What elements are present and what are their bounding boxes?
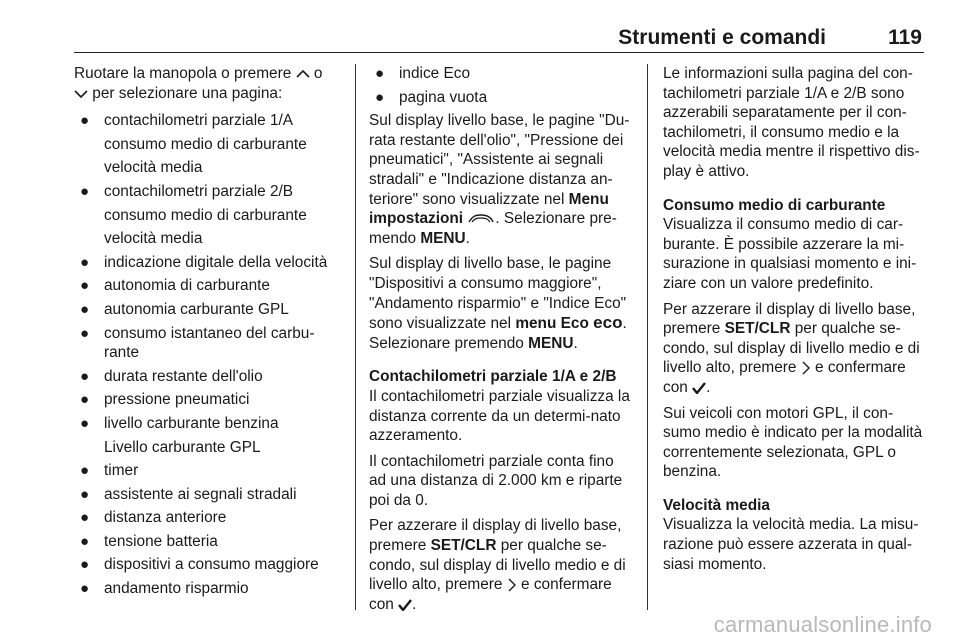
list-item	[74, 485, 346, 505]
list-item	[74, 579, 346, 599]
list-item: ● pagina vuota	[375, 88, 488, 106]
list-item-label: assistente ai segnali stradali	[104, 485, 297, 503]
bullet: ●	[80, 462, 90, 480]
list-item	[74, 367, 346, 387]
list-item-label: pressione pneumatici	[104, 391, 250, 409]
page-list	[74, 111, 346, 598]
list-subitem: velocità media	[104, 230, 203, 248]
bullet: ●	[80, 253, 90, 271]
paragraph: Per azzerare il display di livello base, premere SET/CLR per qualche se-condo, sul display di livello medio e di livello alto, premere e confermare con .	[369, 517, 626, 613]
list-item-label: indicazione digitale della velocità	[104, 253, 328, 271]
bullet: ●	[80, 532, 90, 550]
bullet: ●	[80, 509, 90, 527]
list-item-label: distanza anteriore	[104, 509, 227, 527]
eco-icon: eco	[593, 313, 623, 333]
list-subitem: consumo medio di carburante	[104, 135, 307, 153]
paragraph: Visualizza la velocità media. La misu-razione può essere azzerata in qual-siasi momento.	[663, 516, 919, 573]
list-item-label: timer	[104, 462, 139, 480]
list-item	[74, 532, 346, 552]
list-item-label: durata restante dell'olio	[104, 367, 263, 385]
intro-paragraph: Ruotare la manopola o premere o per selezionare una pagina:	[74, 65, 323, 102]
paragraph: Il contachilometri parziale visualizza la distanza corrente da un determi-nato azzeramento.	[369, 387, 630, 445]
list-item	[74, 324, 346, 363]
list-subitem: Livello carburante GPL	[104, 438, 261, 456]
list-item	[74, 414, 346, 434]
list-item	[74, 508, 346, 528]
column-1	[74, 64, 346, 603]
list-item-label: consumo istantaneo del carbu-rante	[104, 324, 315, 362]
bullet: ●	[80, 391, 90, 409]
list-item-label: tensione batteria	[104, 532, 218, 550]
list-item	[74, 555, 346, 575]
chevron-right-icon	[507, 578, 517, 592]
list-item-label: andamento risparmio	[104, 580, 249, 598]
bullet: ●	[80, 414, 90, 432]
list-item	[74, 461, 346, 481]
chevron-up-icon	[296, 69, 310, 79]
section-heading: Contachilometri parziale 1/A e 2/B	[369, 368, 617, 386]
column-divider	[647, 64, 648, 610]
bullet: ●	[80, 367, 90, 385]
paragraph: Le informazioni sulla pagina del con-tachilometri parziale 1/A e 2/B sono azzerabili separatamente per il con-tachilometri, il consumo medio e la velocità media mentre il rispettivo dis-play è attivo.	[663, 65, 920, 180]
bullet: ●	[80, 182, 90, 200]
checkmark-icon	[398, 599, 412, 611]
column-3	[663, 64, 925, 580]
list-item	[74, 111, 346, 131]
column-2	[369, 64, 635, 620]
paragraph: Sul display livello base, le pagine "Du-rata restante dell'olio", "Pressione dei pneumatici", "Assistente ai segnali stradali" e "Indicazione distanza an-teriore" sono visualizzate nel Menu impostazioni . Selezionare pre-mendo MENU.	[369, 112, 630, 247]
list-subitem: consumo medio di carburante	[104, 206, 307, 224]
list-item-label: contachilometri parziale 2/B	[104, 182, 294, 200]
list-item	[74, 253, 346, 273]
car-settings-icon	[467, 213, 495, 225]
paragraph: Visualizza il consumo medio di car-burante. È possibile azzerare la mi-surazione in qualsiasi momento e ini-ziare con un valore predefinito.	[663, 216, 917, 292]
paragraph: Il contachilometri parziale conta fino ad una distanza di 2.000 km e riparte poi da 0.	[369, 452, 623, 509]
list-item-label: contachilometri parziale 1/A	[104, 112, 294, 130]
list-item	[74, 276, 346, 296]
list-item-label: autonomia di carburante	[104, 277, 270, 295]
page-number: 119	[888, 26, 922, 49]
list-item-label: livello carburante benzina	[104, 414, 279, 432]
page-header	[74, 22, 924, 53]
bullet: ●	[80, 300, 90, 318]
list-item	[74, 182, 346, 202]
bullet: ●	[80, 112, 90, 130]
page-title: Strumenti e comandi	[618, 26, 826, 49]
list-item-label: dispositivi a consumo maggiore	[104, 556, 319, 574]
chevron-right-icon	[801, 361, 811, 375]
watermark: carmanualsonline.info	[713, 612, 932, 637]
list-subitem: velocità media	[104, 159, 203, 177]
column-divider	[355, 64, 356, 610]
paragraph: Sui veicoli con motori GPL, il con-sumo medio è indicato per la modalità correntemente selezionata, GPL o benzina.	[663, 404, 923, 481]
bullet: ●	[80, 485, 90, 503]
bullet: ●	[80, 324, 90, 342]
paragraph: Per azzerare il display di livello base, premere SET/CLR per qualche se-condo, sul display di livello medio e di livello alto, premere e confermare con .	[663, 300, 920, 396]
bullet: ●	[80, 277, 90, 295]
chevron-down-icon	[74, 89, 88, 99]
list-item-label: autonomia carburante GPL	[104, 300, 289, 318]
checkmark-icon	[692, 382, 706, 394]
paragraph: Sul display di livello base, le pagine "Dispositivi a consumo maggiore", "Andamento risparmio" e "Indice Eco" sono visualizzate nel menu Eco eco. Selezionare premendo MENU.	[369, 255, 627, 352]
section-heading: Velocità media	[663, 496, 770, 514]
bullet: ●	[80, 556, 90, 574]
bullet: ●	[80, 580, 90, 598]
list-item	[74, 390, 346, 410]
list-item	[74, 300, 346, 320]
list-item: ● indice Eco	[375, 65, 471, 82]
section-heading: Consumo medio di carburante	[663, 196, 886, 214]
